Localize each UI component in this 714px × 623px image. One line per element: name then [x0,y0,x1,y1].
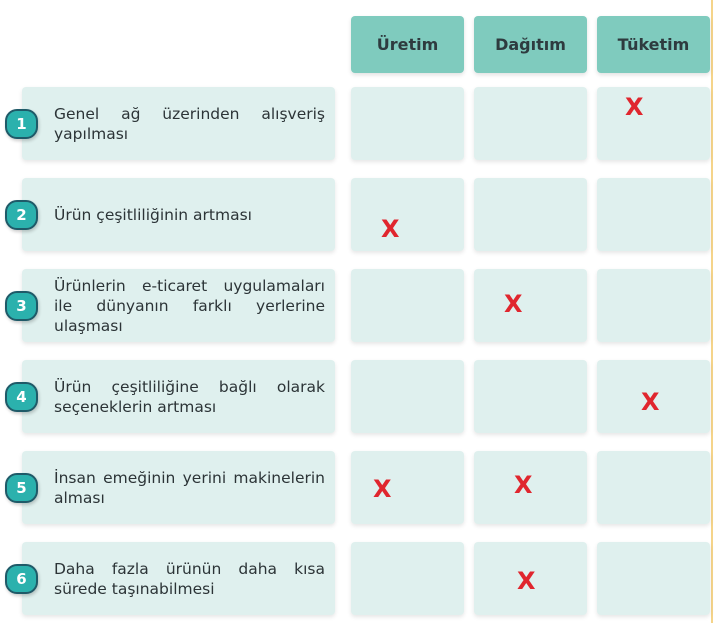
x-mark-icon: X [514,471,533,499]
x-mark-icon: X [517,567,536,595]
answer-cell-dagitim[interactable] [474,451,587,524]
answer-cell-uretim[interactable] [351,542,464,615]
column-header-uretim: Üretim [351,16,464,73]
row-label-text: Genel ağ üzerinden alışveriş yapılması [54,104,325,143]
table-row [0,451,714,524]
table-row [0,542,714,615]
row-label [22,360,335,433]
row-number-badge: 4 [5,382,38,412]
column-header-tuketim: Tüketim [597,16,710,73]
row-label-text: Daha fazla ürünün daha kısa sürede taşınabilmesi [54,559,325,598]
table-row [0,269,714,342]
answer-cell-tuketim[interactable] [597,451,710,524]
x-mark-icon: X [641,388,660,416]
row-label [22,269,335,342]
x-mark-icon: X [504,290,523,318]
row-label-text: Ürünlerin e-ticaret uygulamaları ile dünyanın farklı yerlerine ulaşması [54,276,325,335]
answer-cell-dagitim[interactable] [474,360,587,433]
row-label [22,542,335,615]
row-label [22,451,335,524]
answer-cell-tuketim[interactable] [597,360,710,433]
answer-cell-tuketim[interactable] [597,87,710,160]
row-number-badge: 2 [5,200,38,230]
answer-cell-dagitim[interactable] [474,542,587,615]
answer-cell-dagitim[interactable] [474,178,587,251]
row-number-badge: 3 [5,291,38,321]
answer-cell-uretim[interactable] [351,269,464,342]
table-row [0,178,714,251]
row-label [22,178,335,251]
answer-cell-tuketim[interactable] [597,542,710,615]
table-row [0,87,714,160]
answer-cell-uretim[interactable] [351,178,464,251]
table-row [0,360,714,433]
x-mark-icon: X [625,93,644,121]
answer-cell-uretim[interactable] [351,451,464,524]
column-header-dagitim: Dağıtım [474,16,587,73]
x-mark-icon: X [381,215,400,243]
x-mark-icon: X [373,475,392,503]
row-label [22,87,335,160]
answer-cell-dagitim[interactable] [474,87,587,160]
row-number-badge: 6 [5,564,38,594]
answer-cell-tuketim[interactable] [597,178,710,251]
row-label-text: İnsan emeğinin yerini makinelerin alması [54,468,325,507]
row-label-text: Ürün çeşitliliğine bağlı olarak seçeneklerin artması [54,377,325,416]
answer-cell-uretim[interactable] [351,360,464,433]
answer-cell-dagitim[interactable] [474,269,587,342]
answer-cell-tuketim[interactable] [597,269,710,342]
row-label-text: Ürün çeşitliliğinin artması [54,205,252,224]
answer-cell-uretim[interactable] [351,87,464,160]
row-number-badge: 5 [5,473,38,503]
row-number-badge: 1 [5,109,38,139]
